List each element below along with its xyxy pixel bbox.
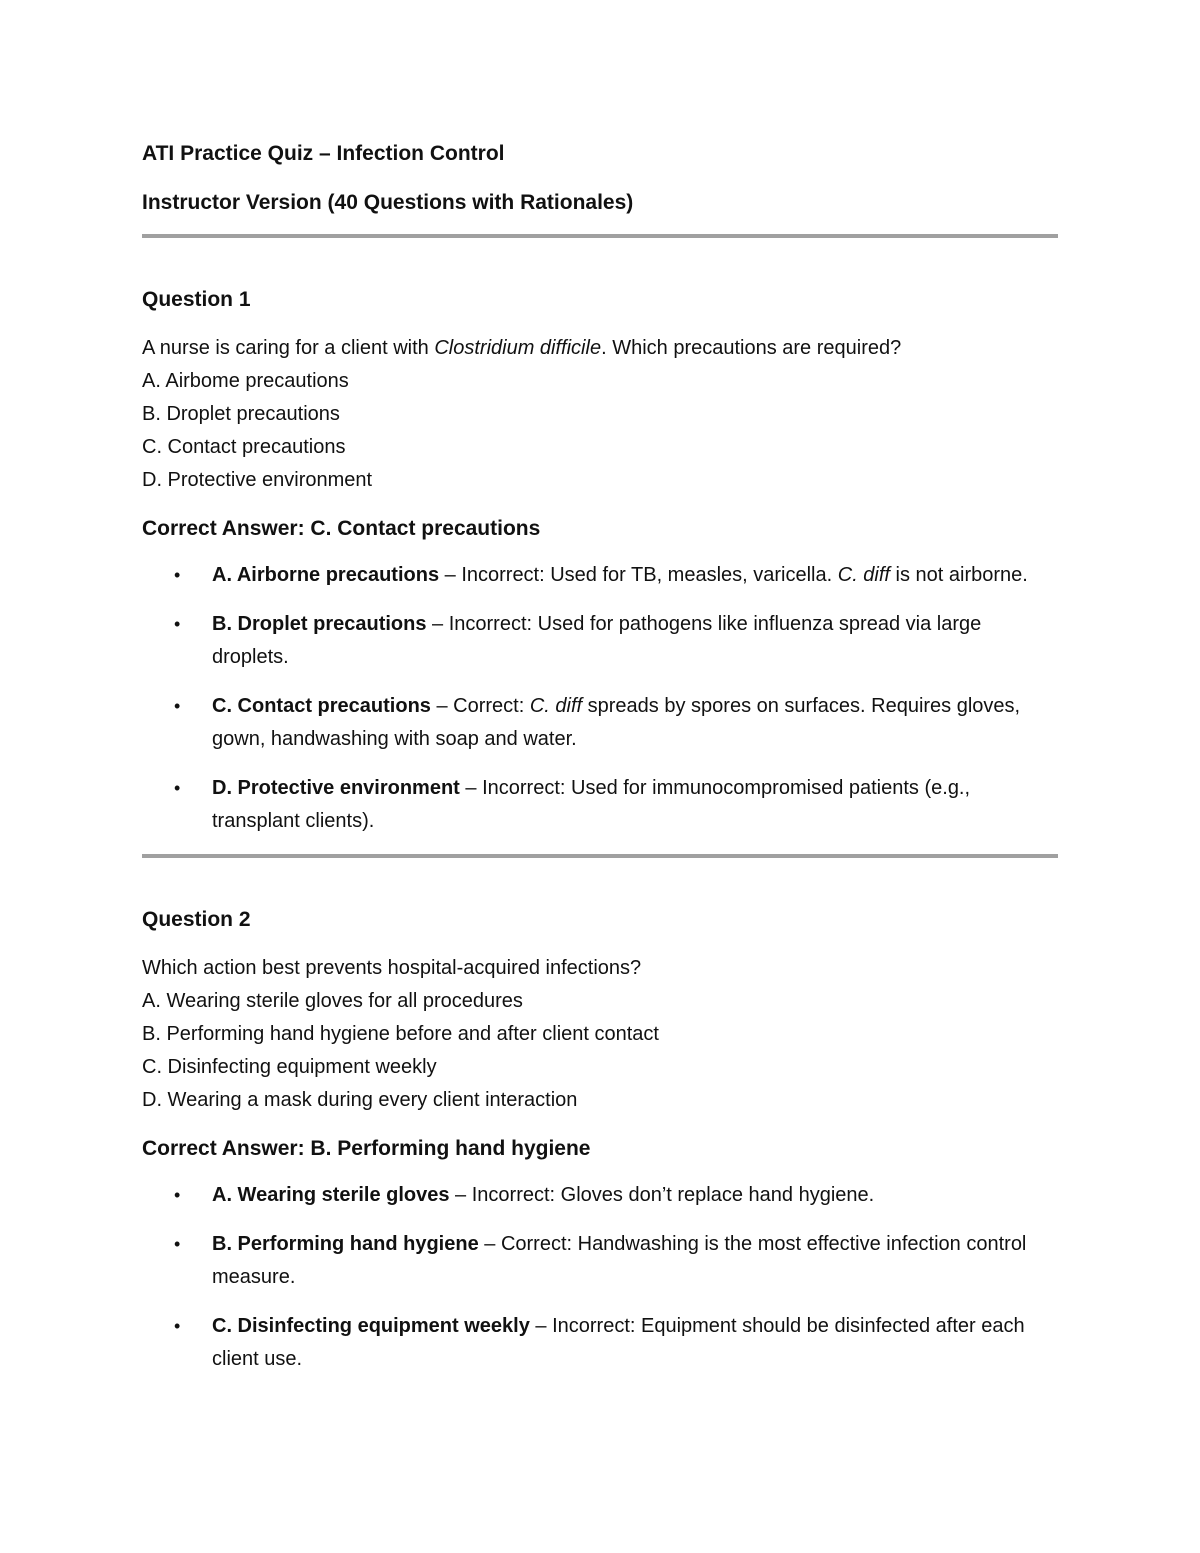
correct-answer: Correct Answer: B. Performing hand hygiene bbox=[142, 1137, 591, 1160]
rationale-italic-text: C. diff bbox=[837, 564, 890, 586]
question-stem: Which action best prevents hospital-acquired infections? bbox=[142, 957, 642, 979]
answer-option: A. Wearing sterile gloves for all procedures bbox=[142, 990, 523, 1012]
document-title: ATI Practice Quiz – Infection Control bbox=[142, 142, 505, 165]
answer-option: D. Protective environment bbox=[142, 469, 373, 491]
rationale-italic-text: C. diff bbox=[529, 695, 583, 717]
rationale-item bbox=[142, 690, 1058, 756]
rationale-item bbox=[142, 608, 1058, 674]
rationale-text: – Incorrect: Used for pathogens like influenza spread via large droplets. bbox=[212, 613, 982, 668]
answer-option: B. Performing hand hygiene before and after client contact bbox=[142, 1023, 659, 1045]
answer-option: A. Airbome precautions bbox=[142, 370, 349, 392]
bullet-icon: • bbox=[174, 1234, 181, 1254]
rationale-item bbox=[142, 1310, 1058, 1376]
question-heading: Question 2 bbox=[142, 908, 251, 931]
answer-option: C. Disinfecting equipment weekly bbox=[142, 1056, 437, 1078]
question-stem bbox=[142, 332, 1058, 365]
correct-answer: Correct Answer: C. Contact precautions bbox=[142, 517, 541, 540]
bullet-icon: • bbox=[174, 1185, 181, 1205]
question-2 bbox=[142, 904, 1058, 1376]
rationale-text: – Correct: Handwashing is the most effective infection control measure. bbox=[212, 1233, 1027, 1288]
answer-option: B. Droplet precautions bbox=[142, 403, 340, 425]
question-heading: Question 1 bbox=[142, 288, 251, 311]
rationale-label: B. Performing hand hygiene bbox=[212, 1233, 479, 1255]
document-page bbox=[142, 138, 1058, 1392]
rationale-text: – Correct: bbox=[430, 695, 530, 717]
stem-italic-text: Clostridium difficile bbox=[434, 337, 602, 359]
question-1 bbox=[142, 284, 1058, 838]
rationale-text: is not airborne. bbox=[890, 564, 1028, 586]
rationale-label: B. Droplet precautions bbox=[212, 613, 427, 635]
rationale-label: A. Airborne precautions bbox=[212, 564, 440, 586]
rationale-label: C. Contact precautions bbox=[212, 695, 431, 717]
bullet-icon: • bbox=[174, 696, 181, 716]
rationale-text: – Incorrect: Used for TB, measles, varicella. bbox=[439, 564, 838, 586]
bullet-icon: • bbox=[174, 565, 181, 585]
rationale-list bbox=[142, 559, 1058, 838]
rationale-label: A. Wearing sterile gloves bbox=[212, 1184, 450, 1206]
rationale-list bbox=[142, 1179, 1058, 1376]
rationale-text: spreads by spores on surfaces. Requires gloves, gown, handwashing with soap and water. bbox=[212, 695, 1021, 750]
rationale-text: – Incorrect: Used for immunocompromised patients (e.g., transplant clients). bbox=[212, 777, 971, 832]
rationale-item bbox=[142, 559, 1058, 592]
section-divider bbox=[142, 234, 1058, 238]
rationale-label: C. Disinfecting equipment weekly bbox=[212, 1315, 530, 1337]
bullet-icon: • bbox=[174, 614, 181, 634]
rationale-item bbox=[142, 1228, 1058, 1294]
answer-option: D. Wearing a mask during every client interaction bbox=[142, 1089, 578, 1111]
rationale-text: – Incorrect: Equipment should be disinfected after each client use. bbox=[212, 1315, 1025, 1370]
rationale-item bbox=[142, 772, 1058, 838]
rationale-label: D. Protective environment bbox=[212, 777, 460, 799]
stem-text: . Which precautions are required? bbox=[601, 337, 902, 359]
section-divider bbox=[142, 854, 1058, 858]
bullet-icon: • bbox=[174, 1316, 181, 1336]
rationale-item bbox=[142, 1179, 1058, 1212]
rationale-text: – Incorrect: Gloves don’t replace hand hygiene. bbox=[449, 1184, 875, 1206]
stem-text: A nurse is caring for a client with bbox=[142, 337, 435, 359]
document-subtitle: Instructor Version (40 Questions with Rationales) bbox=[142, 191, 634, 214]
bullet-icon: • bbox=[174, 778, 181, 798]
answer-option: C. Contact precautions bbox=[142, 436, 346, 458]
